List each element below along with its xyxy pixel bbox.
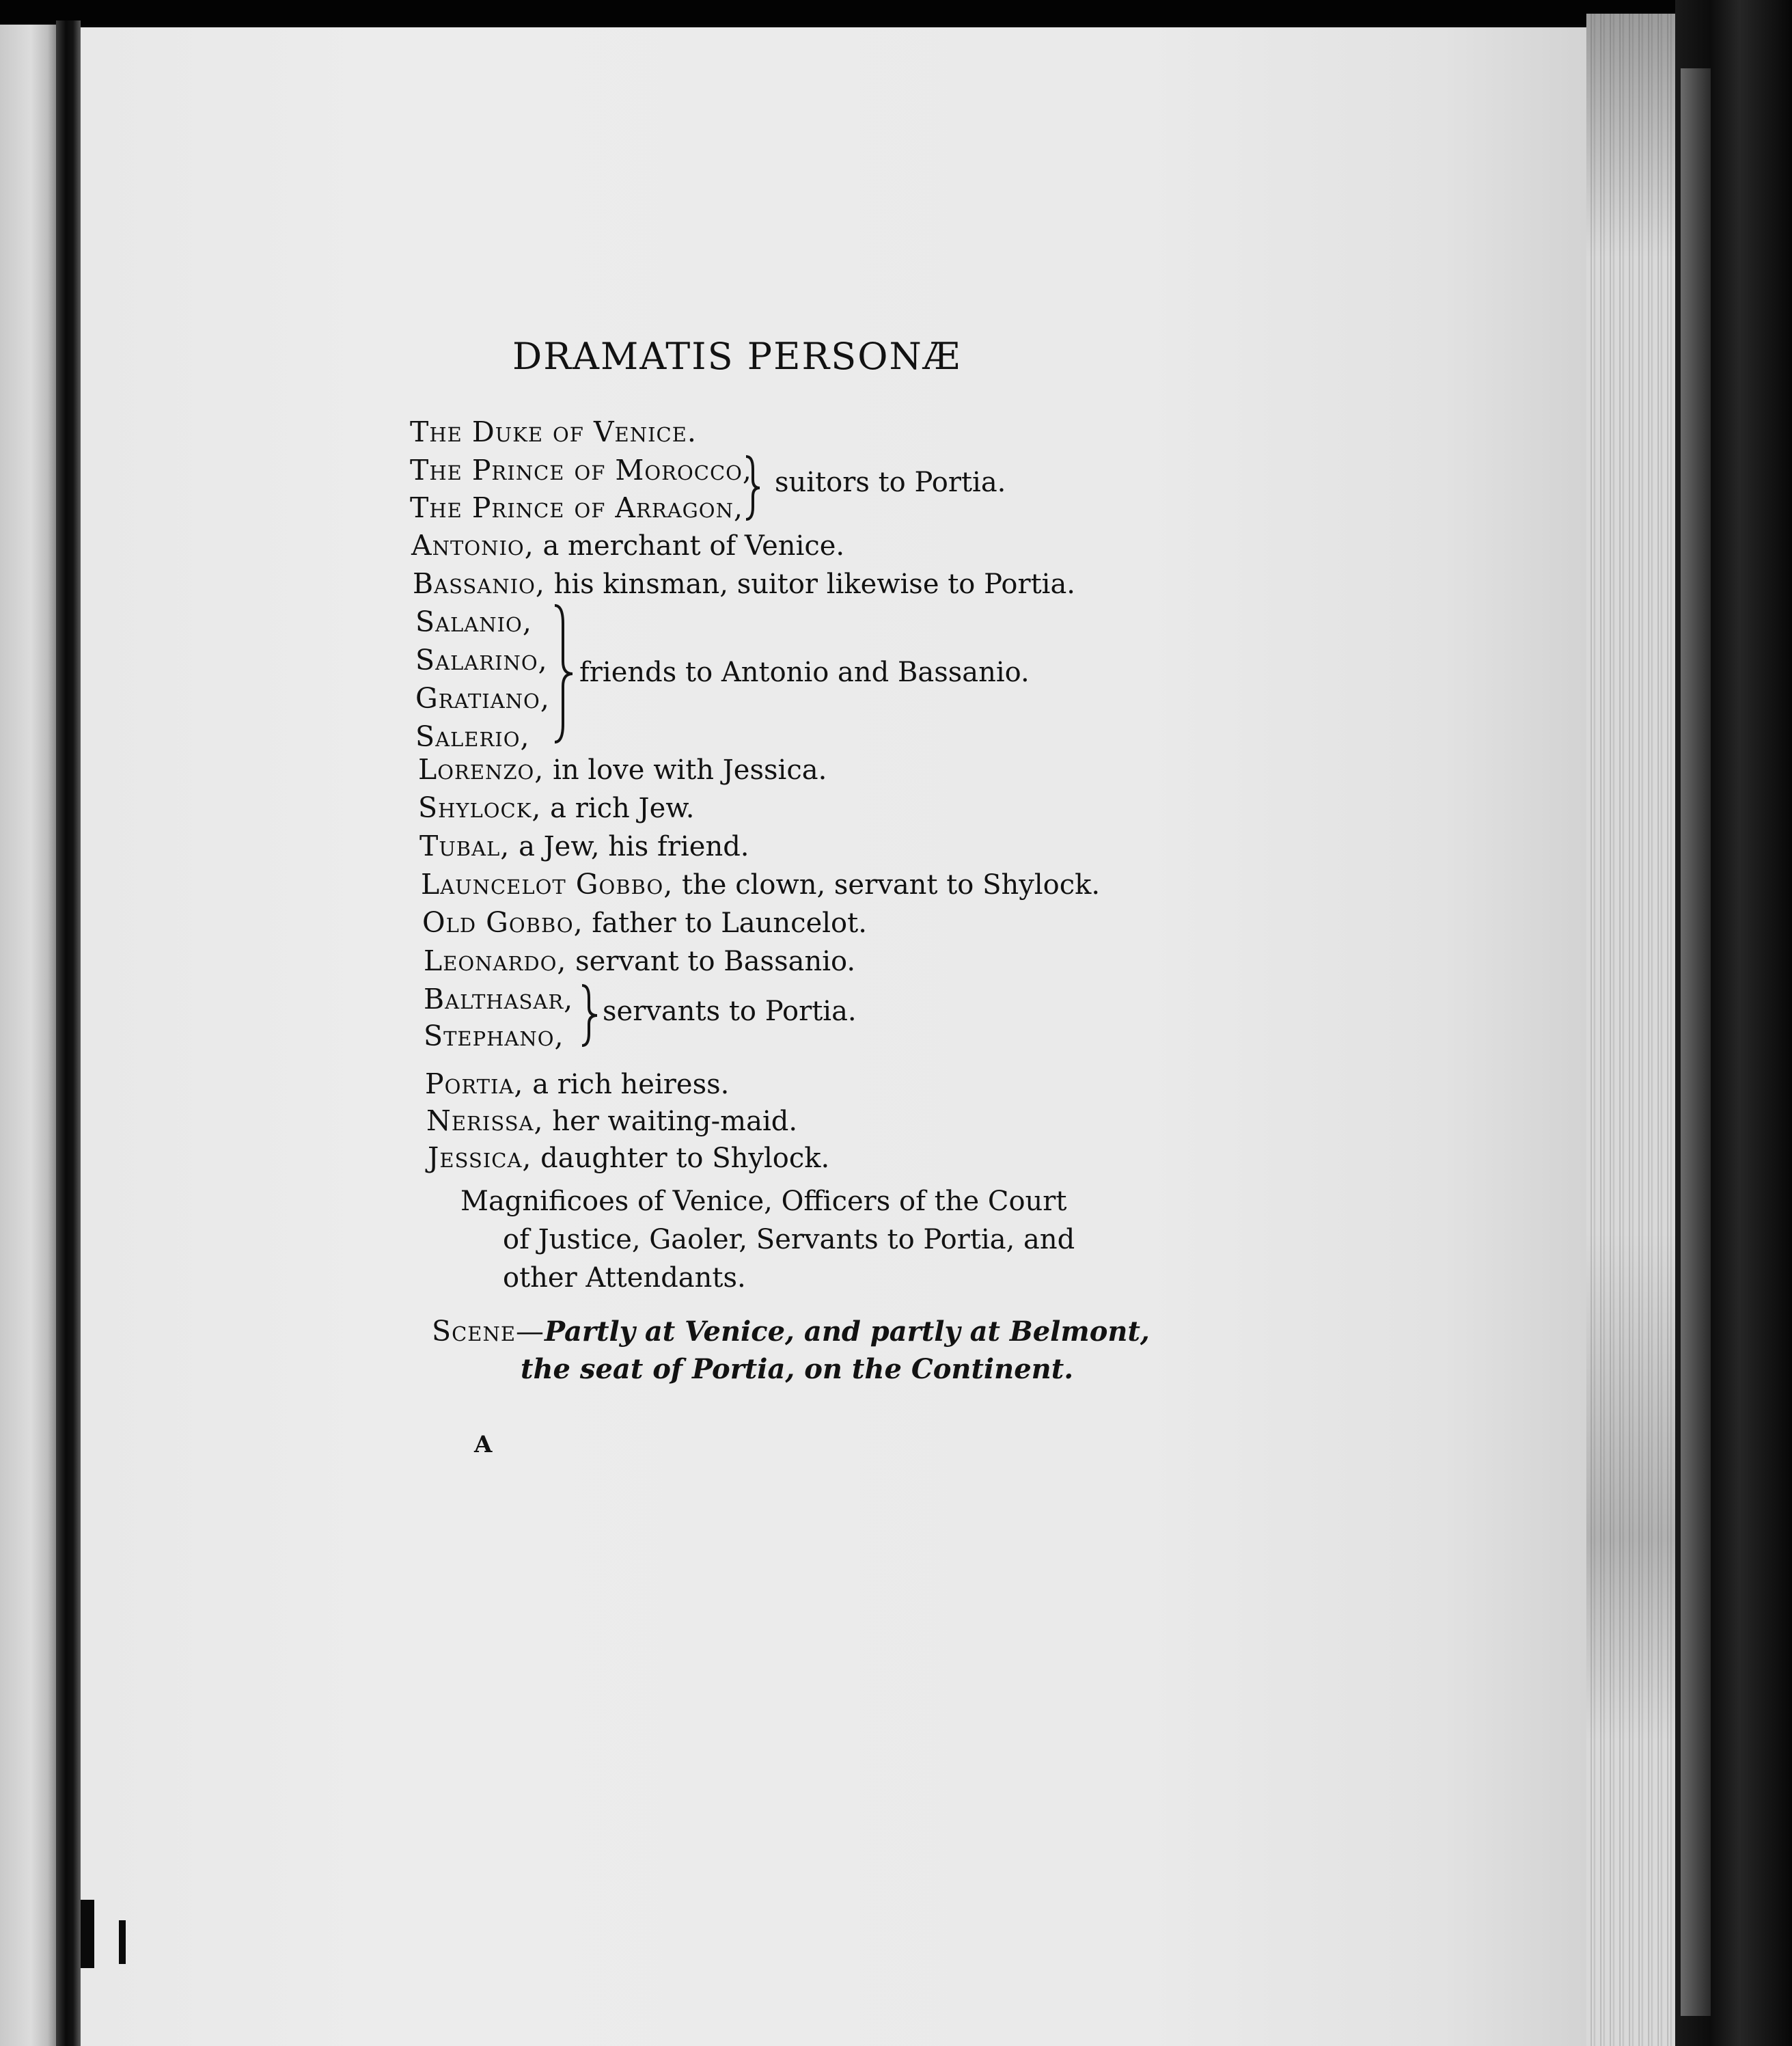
jessica-name: Jessica,	[428, 1141, 532, 1174]
attendants-line-2: of Justice, Gaoler, Servants to Portia, and	[503, 1224, 1075, 1255]
shylock-desc: a rich Jew.	[550, 793, 695, 824]
lorenzo-desc: in love with Jessica.	[553, 754, 827, 786]
character-salarino: Salarino,	[415, 644, 548, 677]
tubal-name: Tubal,	[419, 830, 510, 862]
launcelot-desc: the clown, servant to Shylock.	[681, 869, 1101, 901]
character-leonardo	[424, 944, 856, 977]
suitors-brace	[743, 454, 764, 522]
tubal-desc: a Jew, his friend.	[519, 831, 749, 862]
servants-group-label: servants to Portia.	[603, 996, 857, 1027]
character-jessica	[428, 1141, 830, 1174]
character-lorenzo	[418, 753, 827, 786]
character-stephano: Stephano,	[424, 1020, 564, 1052]
character-morocco: The Prince of Morocco,	[410, 454, 752, 487]
scene-line-2: the seat of Portia, on the Continent.	[521, 1353, 1074, 1385]
character-tubal	[419, 832, 749, 860]
portia-name: Portia,	[425, 1067, 524, 1100]
friends-group-label: friends to Antonio and Bassanio.	[579, 657, 1030, 688]
character-old-gobbo	[422, 906, 867, 939]
character-arragon: The Prince of Arragon,	[410, 491, 743, 524]
character-antonio	[411, 529, 845, 562]
character-salerio: Salerio,	[415, 720, 530, 753]
bassanio-name: Bassanio,	[413, 567, 545, 600]
attendants-line-3: other Attendants.	[503, 1262, 746, 1294]
portia-desc: a rich heiress.	[532, 1069, 730, 1100]
signature-mark: A	[474, 1431, 493, 1458]
leonardo-desc: servant to Bassanio.	[575, 946, 856, 977]
character-balthasar: Balthasar,	[424, 983, 574, 1015]
character-shylock	[418, 791, 695, 824]
leonardo-name: Leonardo,	[424, 944, 567, 977]
jessica-desc: daughter to Shylock.	[540, 1143, 830, 1174]
antonio-name: Antonio,	[411, 529, 534, 562]
character-portia	[425, 1067, 730, 1100]
scene-text-1: Partly at Venice, and partly at Belmont,	[545, 1315, 1150, 1348]
character-gratiano: Gratiano,	[415, 682, 550, 715]
page-title: DRAMATIS PERSONÆ	[512, 335, 961, 378]
suitors-group-label: suitors to Portia.	[775, 467, 1006, 498]
character-duke: The Duke of Venice.	[410, 415, 697, 448]
character-launcelot	[421, 868, 1101, 901]
character-salanio: Salanio,	[415, 605, 532, 638]
shylock-name: Shylock,	[418, 791, 542, 824]
nerissa-name: Nerissa,	[426, 1104, 544, 1137]
lorenzo-name: Lorenzo,	[418, 753, 545, 786]
scene-label: Scene—	[432, 1315, 545, 1348]
attendants-line-1: Magnificoes of Venice, Officers of the Court	[460, 1186, 1067, 1217]
launcelot-name: Launcelot Gobbo,	[421, 868, 674, 901]
nerissa-desc: her waiting-maid.	[552, 1106, 798, 1137]
old-gobbo-desc: father to Launcelot.	[592, 908, 867, 939]
antonio-desc: a merchant of Venice.	[542, 530, 845, 562]
scene-line-1	[432, 1315, 1150, 1348]
servants-brace	[579, 983, 603, 1048]
bassanio-desc: his kinsman, suitor likewise to Portia.	[553, 569, 1076, 600]
character-bassanio	[413, 567, 1076, 600]
friends-brace	[552, 603, 579, 746]
character-nerissa	[426, 1104, 798, 1137]
old-gobbo-name: Old Gobbo,	[422, 906, 583, 939]
